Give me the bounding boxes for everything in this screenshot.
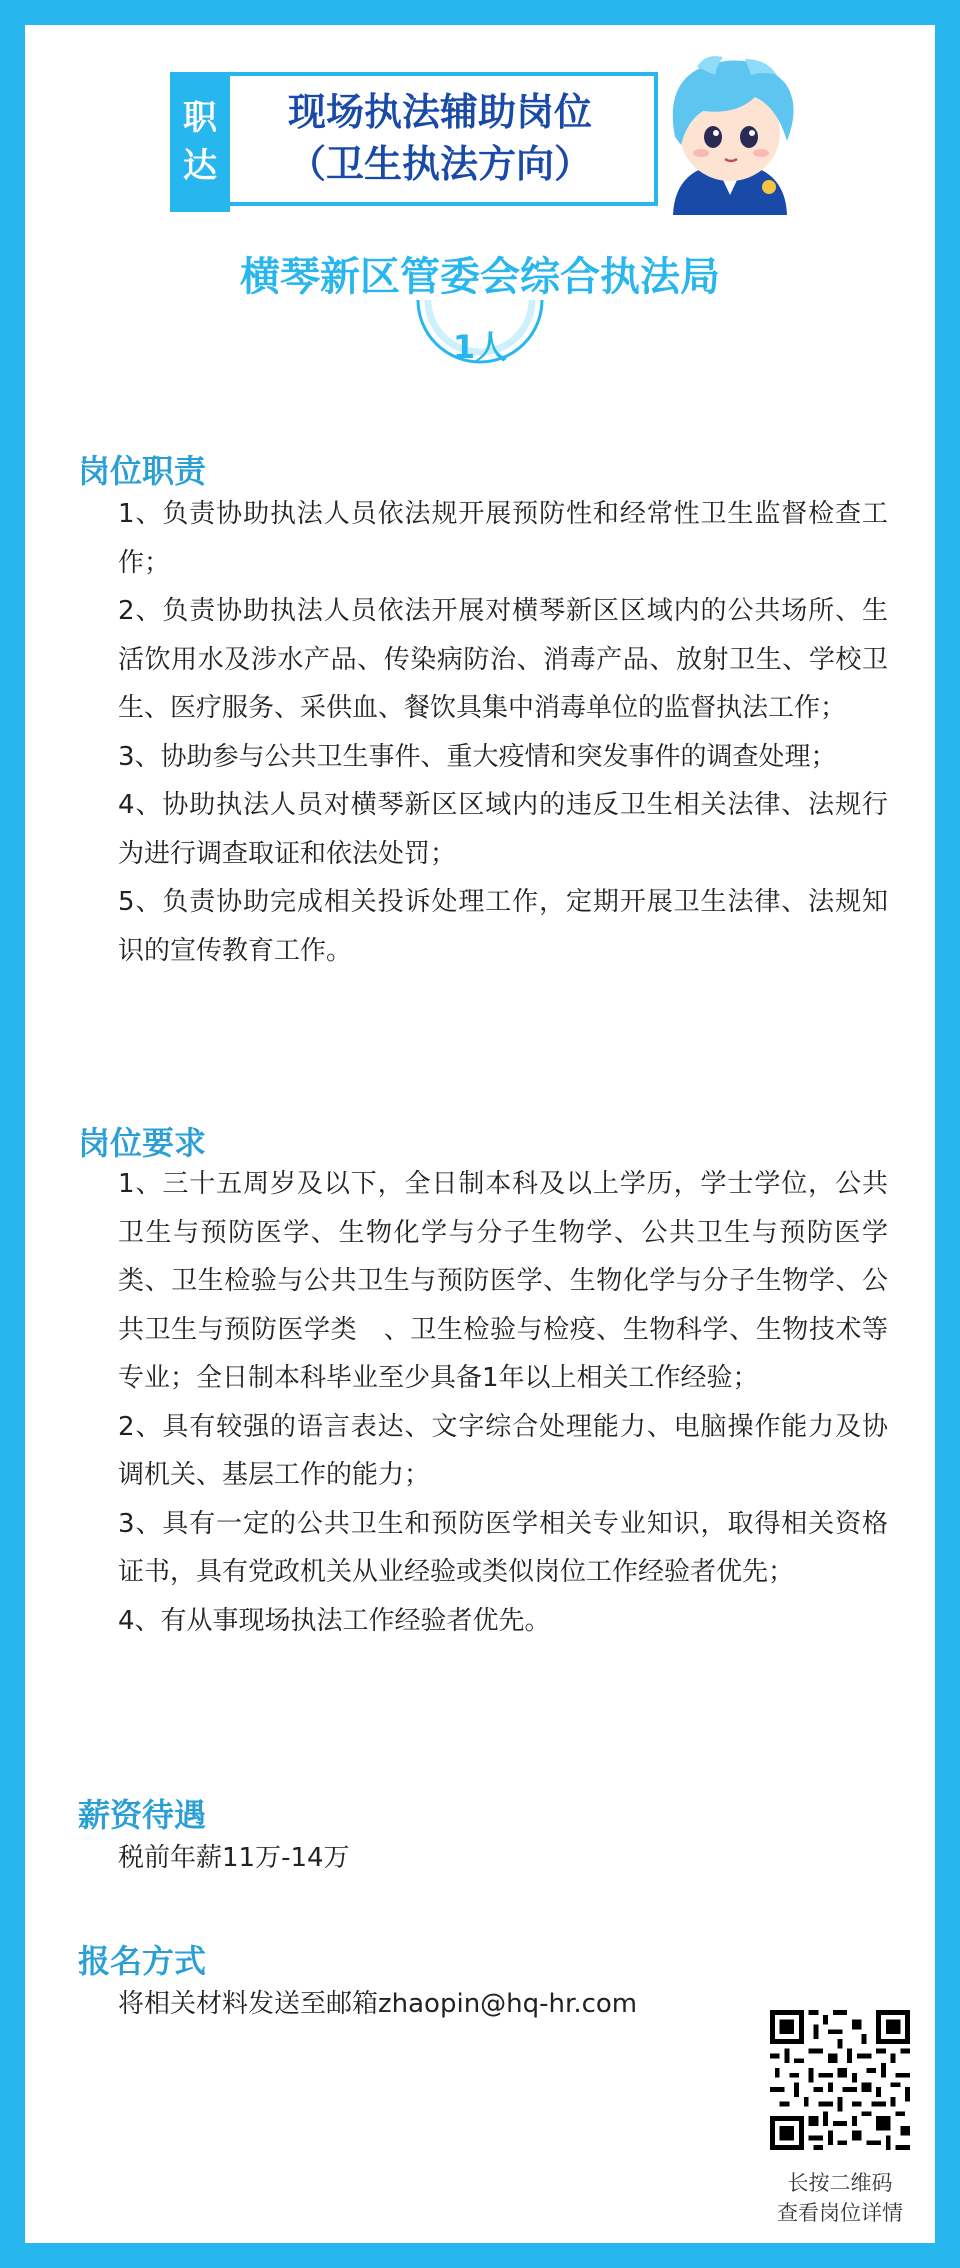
list-item: 1、负责协助执法人员依法规开展预防性和经常性卫生监督检查工作； [118, 499, 888, 578]
position-title [240, 86, 640, 190]
position-title-line2: （卫生执法方向） [287, 142, 592, 186]
organization-name: 横琴新区管委会综合执法局 [240, 254, 720, 300]
list-item: 3、协助参与公共卫生事件、重大疫情和突发事件的调查处理； [118, 741, 837, 772]
qr-code-icon [770, 2010, 910, 2150]
list-item: 3、具有一定的公共卫生和预防医学相关专业知识，取得相关资格证书，具有党政机关从业经验或类似岗位工作经验者优先； [118, 1508, 888, 1587]
qr-caption-line2: 查看岗位详情 [777, 2201, 903, 2225]
requirements-title: 岗位要求 [78, 1124, 207, 1162]
qr-caption [752, 2168, 928, 2228]
requirements-list [118, 1160, 888, 1645]
badge-tag-line2: 达 [183, 146, 217, 186]
list-item: 4、协助执法人员对横琴新区区域内的违反卫生相关法律、法规行为进行调查取证和依法处罚； [118, 790, 888, 869]
apply-title: 报名方式 [78, 1942, 207, 1980]
position-title-line1: 现场执法辅助岗位 [287, 90, 592, 134]
responsibilities-list [118, 490, 888, 975]
apply-text: 将相关材料发送至邮箱zhaopin@hq-hr.com [118, 1989, 638, 2019]
headcount: 1人 [452, 328, 508, 366]
qr-caption-line1: 长按二维码 [787, 2171, 893, 2195]
list-item: 1、三十五周岁及以下，全日制本科及以上学历，学士学位，公共卫生与预防医学、生物化学与分子生物学、公共卫生与预防医学类、卫生检验与公共卫生与预防医学、生物化学与分子生物学、公共卫生与预防医学类 、卫生检验与检疫、生物科学、生物技术等专业；全日制本科毕业至少具备1年以上相关工作经验； [118, 1169, 888, 1393]
salary-text: 税前年薪11万-14万 [118, 1843, 350, 1873]
list-item: 4、有从事现场执法工作经验者优先。 [118, 1605, 551, 1636]
cartoon-avatar-icon [645, 45, 815, 225]
list-item: 5、负责协助完成相关投诉处理工作，定期开展卫生法律、法规知识的宣传教育工作。 [118, 887, 888, 966]
list-item: 2、具有较强的语言表达、文字综合处理能力、电脑操作能力及协调机关、基层工作的能力； [118, 1411, 888, 1490]
badge-tag-line1: 职 [183, 98, 217, 138]
responsibilities-title: 岗位职责 [78, 452, 207, 490]
salary-title: 薪资待遇 [78, 1796, 207, 1834]
badge-tag [170, 72, 230, 212]
list-item: 2、负责协助执法人员依法开展对横琴新区区域内的公共场所、生活饮用水及涉水产品、传染病防治、消毒产品、放射卫生、学校卫生、医疗服务、采供血、餐饮具集中消毒单位的监督执法工作； [118, 596, 888, 723]
